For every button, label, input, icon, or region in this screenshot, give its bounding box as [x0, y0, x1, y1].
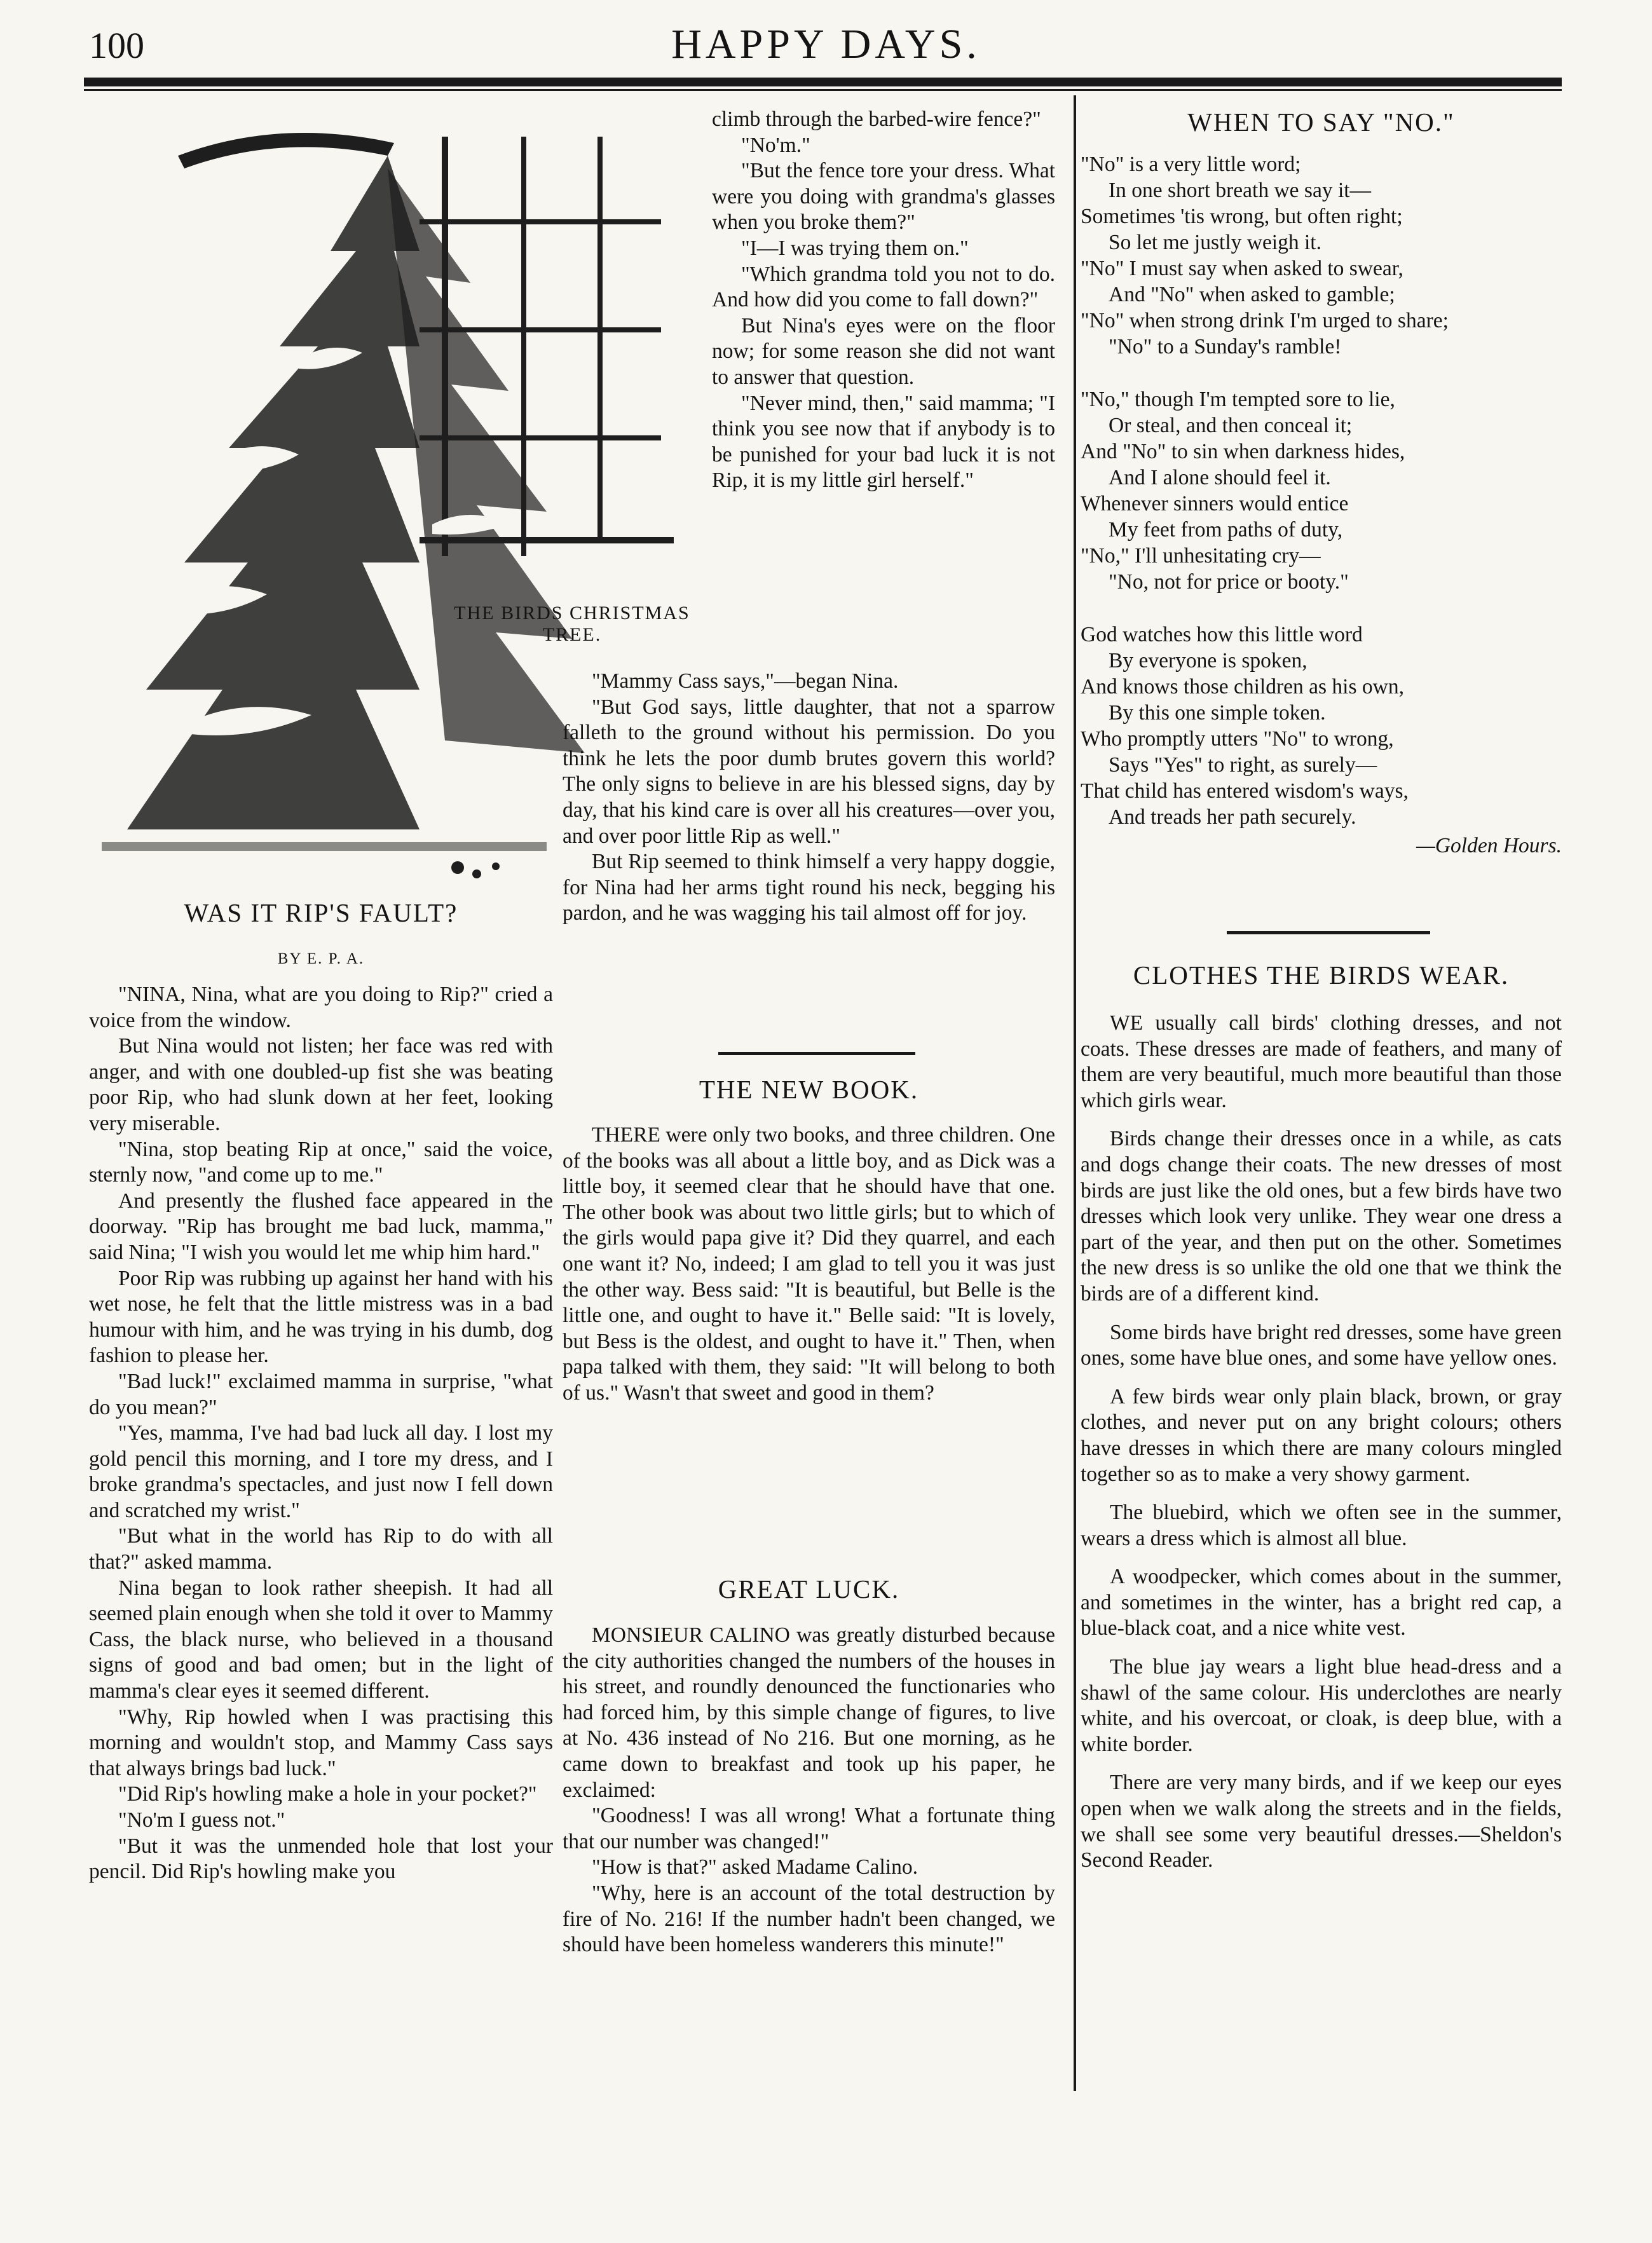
poem-line: "No, not for price or booty." [1109, 570, 1349, 594]
story-title-great-luck: GREAT LUCK. [718, 1574, 900, 1604]
caption-line-1: THE BIRDS CHRISTMAS [454, 603, 690, 624]
paragraph: But Nina's eyes were on the floor now; for some reason she did not want to answer that question. [712, 313, 1055, 389]
page-number: 100 [89, 25, 144, 66]
paragraph: "But it was the unmended hole that lost your pencil. Did Rip's howling make you [89, 1834, 553, 1884]
paragraph: But Rip seemed to think himself a very happy doggie, for Nina had her arms tight round his neck, begging his pardon, and he was wagging his tail almost off for joy. [563, 850, 1055, 925]
poem-line: "No," though I'm tempted sore to lie, [1081, 388, 1395, 411]
paragraph: "Why, Rip howled when I was practising this morning and wouldn't stop, and Mammy Cass says that always brings bad luck." [89, 1705, 553, 1780]
poem-line: "No" is a very little word; [1081, 153, 1301, 176]
column-divider [1074, 95, 1076, 2091]
paragraph: Poor Rip was rubbing up against her hand with his wet nose, he felt that the little mistress was in a bad humour with him, and he was trying in his dumb, dog fashion to please her. [89, 1266, 553, 1368]
poem-line: And "No" when asked to gamble; [1109, 283, 1395, 306]
poem-line: So let me justly weigh it. [1109, 231, 1321, 254]
paragraph: "But what in the world has Rip to do with all that?" asked mamma. [89, 1524, 553, 1574]
poem-body [1081, 151, 1562, 859]
story1-body-col1 [89, 982, 553, 1885]
header-rule [84, 78, 1562, 86]
poem-stanza [1081, 622, 1562, 830]
poem-line: Sometimes 'tis wrong, but often right; [1081, 205, 1403, 228]
paragraph: "I—I was trying them on." [741, 236, 969, 260]
paragraph: "Which grandma told you not to do. And how did you come to fall down?" [712, 262, 1055, 312]
poem-line: My feet from paths of duty, [1109, 518, 1343, 542]
poem-title: WHEN TO SAY "NO." [1187, 107, 1455, 137]
paragraph: "Did Rip's howling make a hole in your pocket?" [118, 1782, 537, 1806]
paragraph: A few birds wear only plain black, brown, or gray clothes, and never put on any bright colours; others have dresses in which there are many colours mingled together so as to make a very showy garment. [1081, 1384, 1562, 1486]
paragraph: "But the fence tore your dress. What were you doing with grandma's glasses when you broke them?" [712, 159, 1055, 235]
paragraph: There are very many birds, and if we keep our eyes open when we walk along the streets and in the fields, we shall see some very beautiful dresses.—Sheldon's Second Reader. [1081, 1771, 1562, 1872]
paragraph: Birds change their dresses once in a while, as cats and dogs change their coats. The new dresses of most birds are just like the old ones, but a few birds have two dresses which look very unlike. They wear one dress a part of the year, and then put on the other. Sometimes the new dress is so unlike the old one that we think the birds are of a different kind. [1081, 1127, 1562, 1306]
paragraph: WE usually call birds' clothing dresses, and not coats. These dresses are made of feathers, and many of them are very beautiful, much more beautiful than those which girls wear. [1081, 1011, 1562, 1112]
poem-line: Who promptly utters "No" to wrong, [1081, 727, 1394, 751]
poem-line: "No" when strong drink I'm urged to share; [1081, 309, 1449, 332]
poem-line: And "No" to sin when darkness hides, [1081, 440, 1405, 463]
poem-line: That child has entered wisdom's ways, [1081, 779, 1409, 803]
poem-line: Says "Yes" to right, as surely— [1109, 753, 1377, 777]
caption-line-2: TREE. [542, 624, 602, 645]
story3-body [563, 1623, 1055, 1958]
story-title-rips-fault: WAS IT RIP'S FAULT? [184, 898, 458, 927]
paragraph: Nina began to look rather sheepish. It had all seemed plain enough when she told it over to Mammy Cass, the black nurse, who believed in a thousand signs of good and bad omen; but in the light of mamma's clear eyes it seemed different. [89, 1576, 553, 1703]
header-rule-thin [84, 89, 1562, 91]
paragraph: But Nina would not listen; her face was red with anger, and with one doubled-up fist she was beating poor Rip, who had slunk down at her feet, looking very miserable. [89, 1034, 553, 1135]
poem-line: "No" I must say when asked to swear, [1081, 257, 1403, 280]
poem-line: "No," I'll unhesitating cry— [1081, 544, 1321, 568]
paragraph: "NINA, Nina, what are you doing to Rip?" cried a voice from the window. [89, 983, 553, 1032]
paragraph: "How is that?" asked Madame Calino. [592, 1855, 918, 1879]
paragraph: "Goodness! I was all wrong! What a fortunate thing that our number was changed!" [563, 1804, 1055, 1853]
poem-line: And I alone should feel it. [1109, 466, 1331, 489]
poem-stanza [1081, 151, 1562, 360]
poem-line: By this one simple token. [1109, 701, 1326, 725]
story-title-birds-clothes: CLOTHES THE BIRDS WEAR. [1133, 960, 1510, 990]
paragraph: "No'm." [741, 133, 810, 157]
section-divider [1227, 931, 1430, 934]
poem-line: Whenever sinners would entice [1081, 492, 1349, 515]
poem-line: "No" to a Sunday's ramble! [1109, 335, 1342, 358]
story2-body [563, 1122, 1055, 1407]
paragraph: "Never mind, then," said mamma; "I think you see now that if anybody is to be punished for your bad luck it is not Rip, it is my little girl herself." [712, 391, 1055, 493]
paragraph: "Nina, stop beating Rip at once," said the voice, sternly now, "and come up to me." [89, 1137, 553, 1187]
masthead-title: HAPPY DAYS. [671, 21, 981, 67]
paragraph: Some birds have bright red dresses, some have green ones, some have blue ones, and some have yellow ones. [1081, 1320, 1562, 1370]
story-title-new-book: THE NEW BOOK. [699, 1075, 919, 1104]
paragraph: "Mammy Cass says,"—began Nina. [592, 669, 899, 693]
poem-line: By everyone is spoken, [1109, 649, 1307, 672]
poem-line: And knows those children as his own, [1081, 675, 1404, 699]
poem-line: Or steal, and then conceal it; [1109, 414, 1353, 437]
paragraph: "But God says, little daughter, that not a sparrow falleth to the ground without his permission. Do you think he lets the poor dumb brutes govern this world? The only signs to believe in are his blessed signs, day by day, that his kind care is over all his creatures—over you, and over poor little Rip as well." [563, 695, 1055, 848]
paragraph: The blue jay wears a light blue head-dress and a shawl of the same colour. His underclothes are nearly white, and his overcoat, or cloak, is deep blue, with a white border. [1081, 1655, 1562, 1756]
paragraph: The bluebird, which we often see in the summer, wears a dress which is almost all blue. [1081, 1501, 1562, 1550]
poem-line: In one short breath we say it— [1109, 179, 1372, 202]
poem-line: And treads her path securely. [1109, 805, 1356, 829]
story4-body [1081, 1011, 1562, 1874]
poem-stanza [1081, 386, 1562, 595]
poem-line: God watches how this little word [1081, 623, 1363, 646]
poem-credit: —Golden Hours. [1416, 834, 1562, 857]
paragraph: MONSIEUR CALINO was greatly disturbed because the city authorities changed the numbers of the houses in his street, and roundly denounced the functionaries who had forced him, by this simple change of figures, to live at No. 436 instead of No 216. But one morning, as he came down to breakfast and took up his paper, he exclaimed: [563, 1623, 1055, 1802]
paragraph: "Yes, mamma, I've had bad luck all day. I lost my gold pencil this morning, and I tore my dress, and I broke grandma's spectacles, and just now I fell down and scratched my wrist." [89, 1421, 553, 1522]
story1-continuation-wide [563, 669, 1055, 927]
paragraph: And presently the flushed face appeared in the doorway. "Rip has brought me bad luck, mamma," said Nina; "I wish you would let me whip him hard." [89, 1189, 553, 1264]
paragraph: climb through the barbed-wire fence?" [712, 107, 1041, 131]
story-byline: BY E. P. A. [277, 950, 365, 967]
paragraph: A woodpecker, which comes about in the summer, and sometimes in the winter, has a bright red cap, a blue-black coat, and a nice white vest. [1081, 1565, 1562, 1640]
section-divider [718, 1052, 915, 1055]
illustration-caption [439, 603, 706, 646]
paragraph: "No'm I guess not." [118, 1808, 285, 1832]
story1-continuation-narrow [712, 107, 1055, 494]
paragraph: THERE were only two books, and three children. One of the books was all about a little boy, and as Dick was a little boy, it seemed clear that he should have that one. The other book was about two little girls; but to which of the girls would papa give it? Did they quarrel, and each one want it? No, indeed; I am glad to tell you it was just the other way. Bess said: "It is beautiful, but Belle is the little one, and ought to have it." Belle said: "It is lovely, but Bess is the oldest, and ought to have it." Then, when papa talked with them, they said: "It will belong to both of us." Wasn't that sweet and good in them? [563, 1123, 1055, 1405]
paragraph: "Bad luck!" exclaimed mamma in surprise, "what do you mean?" [89, 1369, 553, 1419]
paragraph: "Why, here is an account of the total destruction by fire of No. 216! If the number hadn't been changed, we should have been homeless wanderers this minute!" [563, 1881, 1055, 1957]
